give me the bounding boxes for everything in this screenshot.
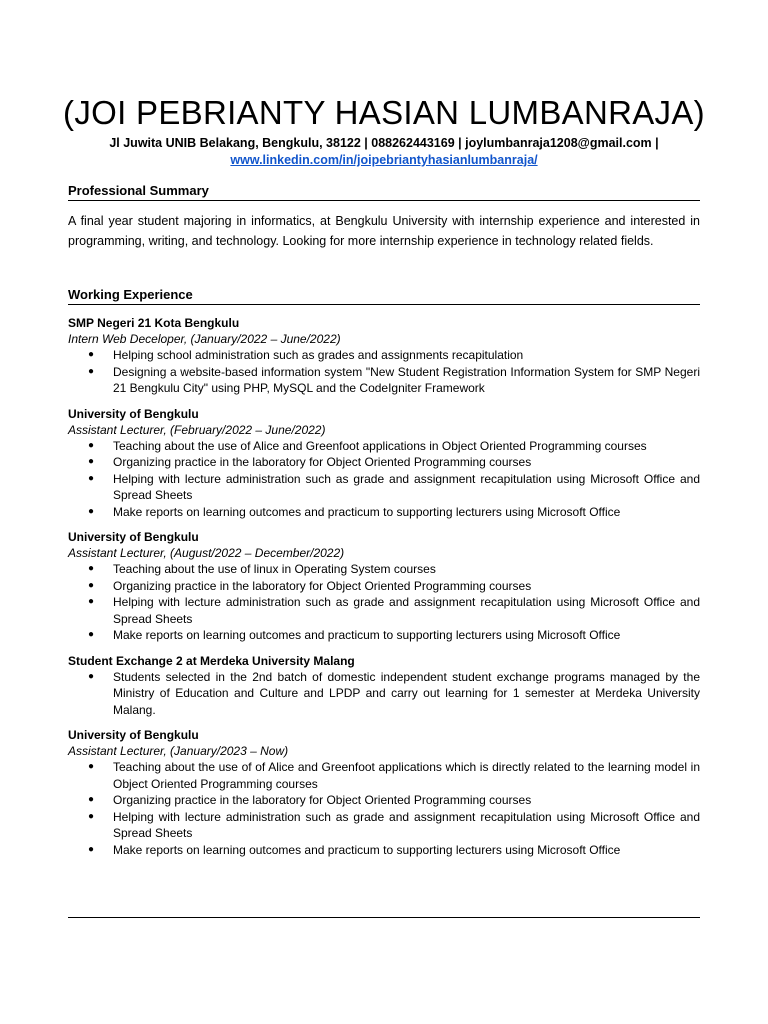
bullet-icon: ●: [88, 563, 95, 574]
bullet-item: [68, 792, 700, 809]
entry-bullet-list: [68, 561, 700, 644]
bullet-icon: ●: [88, 794, 95, 805]
bullet-icon: ●: [88, 439, 95, 451]
linkedin-link[interactable]: www.linkedin.com/in/joipebriantyhasianlumbanraja/: [230, 153, 538, 167]
bullet-icon: ●: [88, 629, 95, 640]
contact-info: [0, 135, 768, 169]
bullet-text: Teaching about the use of Alice and Greenfoot applications in Object Oriented Programming courses: [113, 438, 647, 453]
bullet-icon: ●: [88, 761, 95, 772]
entry-bullet-list: [68, 438, 700, 521]
experience-entry: [68, 727, 700, 858]
bullet-icon: ●: [88, 505, 95, 517]
experience-entry: [68, 653, 700, 719]
experience-entry: [68, 315, 700, 397]
entry-organization: University of Bengkulu: [68, 530, 199, 544]
experience-list: [68, 315, 700, 867]
bullet-icon: ●: [88, 596, 95, 607]
entry-bullet-list: [68, 347, 700, 397]
entry-organization: University of Bengkulu: [68, 406, 199, 421]
bullet-icon: ●: [88, 472, 95, 484]
bullet-item: [68, 669, 700, 719]
experience-heading: Working Experience: [68, 287, 700, 305]
bullet-text: Teaching about the use of of Alice and Greenfoot applications which is directly related to the learning model in Object Oriented Programming courses: [113, 760, 700, 791]
bullet-item: [68, 347, 700, 364]
bullet-item: [68, 594, 700, 627]
bullet-text: Organizing practice in the laboratory for Object Oriented Programming courses: [113, 455, 532, 469]
bullet-item: [68, 471, 700, 504]
bullet-icon: ●: [88, 810, 95, 822]
bullet-icon: ●: [88, 579, 95, 591]
bullet-item: [68, 364, 700, 397]
bullet-text: Make reports on learning outcomes and practicum to supporting lecturers using Microsoft Office: [113, 842, 621, 857]
bullet-text: Helping school administration such as grades and assignments recapitulation: [113, 348, 524, 362]
bullet-text: Designing a website-based information system "New Student Registration Information System for SMP Negeri 21 Bengkulu City" using PHP, MySQL and the CodeIgniter Framework: [113, 364, 700, 395]
bullet-text: Helping with lecture administration such as grade and assignment recapitulation using Microsoft Office and Spread Sheets: [113, 471, 700, 502]
bullet-icon: ●: [88, 349, 95, 360]
bullet-icon: ●: [88, 670, 95, 682]
summary-heading: Professional Summary: [68, 183, 700, 201]
bullet-icon: ●: [88, 456, 95, 467]
bullet-text: Organizing practice in the laboratory for Object Oriented Programming courses: [113, 793, 532, 807]
bullet-text: Helping with lecture administration such as grade and assignment recapitulation using Microsoft Office and Spread Sheets: [113, 809, 700, 840]
experience-entry: [68, 529, 700, 644]
bullet-item: [68, 561, 700, 578]
bullet-text: Make reports on learning outcomes and practicum to supporting lecturers using Microsoft Office: [113, 504, 621, 519]
bullet-text: Students selected in the 2nd batch of domestic independent student exchange programs managed by the Ministry of Education and Culture and LPDP and carry out learning for 1 semester at Merdeka University Malang.: [113, 669, 700, 717]
bullet-text: Organizing practice in the laboratory for Object Oriented Programming courses: [113, 578, 532, 593]
bullet-text: Teaching about the use of linux in Operating System courses: [113, 562, 436, 576]
entry-bullet-list: [68, 759, 700, 858]
entry-bullet-list: [68, 669, 700, 719]
entry-organization: SMP Negeri 21 Kota Bengkulu: [68, 316, 240, 330]
entry-role: Assistant Lecturer, (August/2022 – December/2022): [68, 546, 345, 560]
bullet-item: [68, 578, 700, 595]
contact-line: Jl Juwita UNIB Belakang, Bengkulu, 38122 | 088262443169 | joylumbanraja1208@gmail.com |: [109, 136, 659, 150]
bullet-text: Make reports on learning outcomes and practicum to supporting lecturers using Microsoft Office: [113, 628, 621, 642]
entry-role: Assistant Lecturer, (January/2023 – Now): [68, 744, 289, 758]
entry-role: Assistant Lecturer, (February/2022 – June/2022): [68, 422, 326, 437]
entry-role: Intern Web Deceloper, (January/2022 – June/2022): [68, 332, 341, 346]
experience-entry: [68, 406, 700, 521]
entry-organization: Student Exchange 2 at Merdeka University Malang: [68, 653, 355, 668]
bullet-item: [68, 809, 700, 842]
bullet-item: [68, 627, 700, 644]
bullet-item: [68, 438, 700, 455]
summary-text: A final year student majoring in informatics, at Bengkulu University with internship experience and interested in programming, writing, and technology. Looking for more internship experience in technology related fields.: [68, 214, 700, 248]
bullet-item: [68, 759, 700, 792]
bullet-item: [68, 504, 700, 521]
bullet-text: Helping with lecture administration such as grade and assignment recapitulation using Microsoft Office and Spread Sheets: [113, 595, 700, 626]
bullet-item: [68, 454, 700, 471]
bullet-icon: ●: [88, 843, 95, 855]
bullet-icon: ●: [88, 365, 95, 377]
bullet-item: [68, 842, 700, 859]
resume-name: (JOI PEBRIANTY HASIAN LUMBANRAJA): [63, 94, 705, 131]
bottom-divider: [68, 917, 700, 918]
entry-organization: University of Bengkulu: [68, 728, 199, 742]
